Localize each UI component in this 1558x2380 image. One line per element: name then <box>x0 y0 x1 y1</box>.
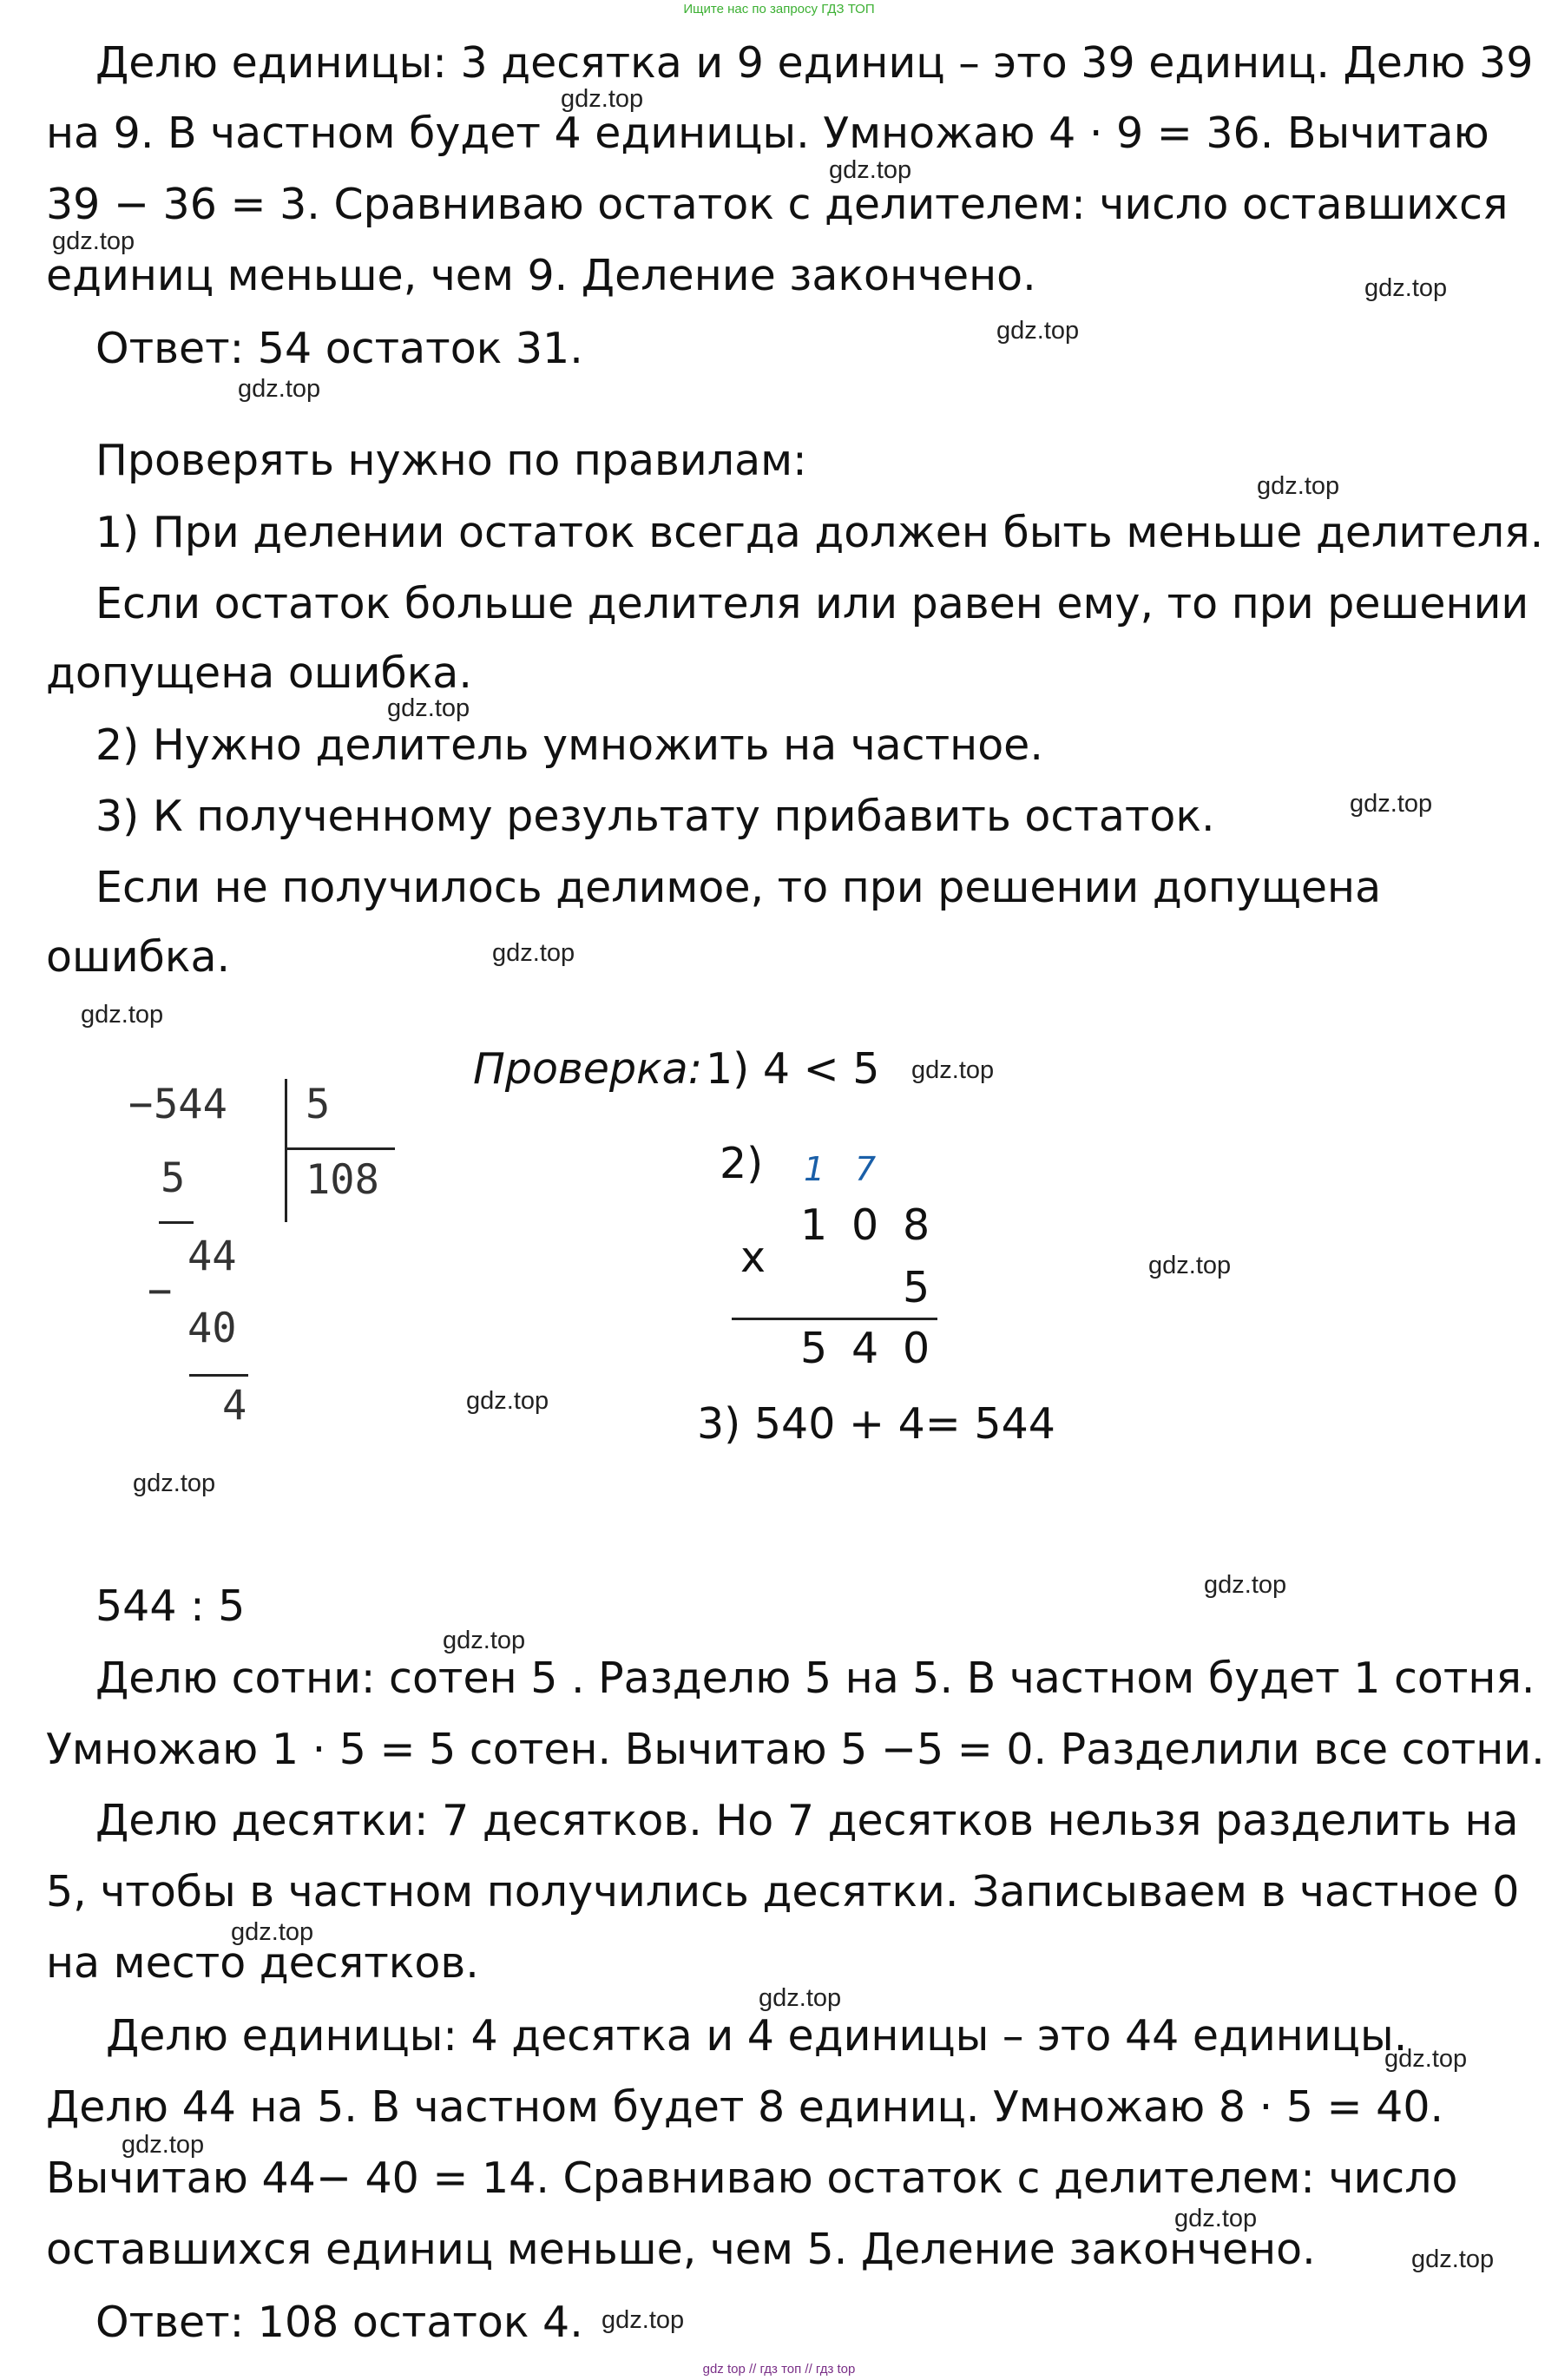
watermark: gdz.top <box>1350 790 1433 818</box>
multiplication-line <box>732 1318 937 1320</box>
text-line: на место десятков. <box>46 1938 479 1988</box>
watermark: gdz.top <box>1174 2205 1258 2232</box>
watermark: gdz.top <box>759 1984 842 2012</box>
watermark: gdz.top <box>492 939 575 967</box>
text-line: Умножаю 1 · 5 = 5 сотен. Вычитаю 5 −5 = 0. Разделили все сотни. <box>46 1725 1545 1774</box>
remainder: 4 <box>222 1382 247 1430</box>
text-line: Делю 44 на 5. В частном будет 8 единиц. Умножаю 8 · 5 = 40. <box>46 2082 1444 2132</box>
division-horizontal-line <box>286 1147 395 1150</box>
text-line: Делю десятки: 7 десятков. Но 7 десятков нельзя разделить на <box>95 1796 1519 1845</box>
rule-line: Если остаток больше делителя или равен ему, то при решении <box>95 579 1529 628</box>
minus-sign: − <box>148 1267 173 1315</box>
division-vertical-line <box>285 1079 287 1222</box>
watermark: gdz.top <box>387 694 470 722</box>
rule-line: допущена ошибка. <box>46 648 472 698</box>
bottom-footer[interactable]: gdz top // гдз топ // гдз top <box>702 2362 856 2377</box>
product-digit: 4 <box>851 1324 879 1373</box>
check-label: Проверка: <box>473 1044 703 1094</box>
watermark: gdz.top <box>829 156 912 184</box>
text-line: Делю сотни: сотен 5 . Разделю 5 на 5. В частном будет 1 сотня. <box>95 1654 1535 1703</box>
underline-2 <box>189 1374 248 1377</box>
watermark: gdz.top <box>1364 274 1448 302</box>
text-line: 39 − 36 = 3. Сравниваю остаток с делителем: число оставшихся <box>46 180 1509 229</box>
minus-sign: − <box>128 1081 154 1128</box>
watermark: gdz.top <box>122 2131 205 2159</box>
text-line: 5, чтобы в частном получились десятки. Записываем в частное 0 <box>46 1867 1520 1916</box>
carry-digit: 1 <box>804 1150 825 1188</box>
rule-line: 1) При делении остаток всегда должен быть меньше делителя. <box>95 508 1544 557</box>
dividend: 544 <box>154 1081 227 1128</box>
top-banner[interactable]: Ищите нас по запросу ГДЗ ТОП <box>683 2 875 16</box>
check-step-3: 3) 540 + 4= 544 <box>697 1399 1055 1449</box>
multiplier: 5 <box>903 1263 930 1312</box>
carry-digit: 7 <box>855 1150 877 1188</box>
watermark: gdz.top <box>1204 1571 1287 1599</box>
watermark: gdz.top <box>911 1056 995 1084</box>
expression: 544 : 5 <box>95 1581 246 1631</box>
partial-dividend: 44 <box>187 1233 237 1280</box>
watermark: gdz.top <box>1411 2245 1495 2273</box>
text-line: Вычитаю 44− 40 = 14. Сравниваю остаток с делителем: число <box>46 2153 1458 2203</box>
watermark: gdz.top <box>238 375 321 403</box>
watermark: gdz.top <box>231 1918 314 1946</box>
check-step-2-label: 2) <box>720 1139 764 1188</box>
watermark: gdz.top <box>133 1469 216 1497</box>
multiplication-sign: x <box>740 1233 766 1282</box>
text-line: Делю единицы: 3 десятка и 9 единиц – это 39 единиц. Делю 39 <box>95 38 1534 88</box>
product-digit: 0 <box>903 1324 930 1373</box>
text-line: единиц меньше, чем 9. Деление закончено. <box>46 251 1036 300</box>
multiplicand-digit: 1 <box>800 1200 828 1250</box>
rule-line: 2) Нужно делитель умножить на частное. <box>95 720 1043 770</box>
underline-1 <box>159 1221 194 1224</box>
rules-heading: Проверять нужно по правилам: <box>95 436 807 485</box>
watermark: gdz.top <box>81 1001 164 1029</box>
rule-line: 3) К полученному результату прибавить остаток. <box>95 792 1215 841</box>
quotient: 108 <box>306 1156 379 1204</box>
subtrahend-1: 5 <box>161 1154 186 1202</box>
rule-line: ошибка. <box>46 932 231 982</box>
divisor: 5 <box>306 1081 331 1128</box>
subtrahend-2: 40 <box>187 1305 237 1352</box>
watermark: gdz.top <box>1148 1252 1232 1279</box>
text-line: на 9. В частном будет 4 единицы. Умножаю 4 · 9 = 36. Вычитаю <box>46 108 1489 158</box>
watermark: gdz.top <box>996 317 1080 345</box>
product-digit: 5 <box>800 1324 828 1373</box>
check-step-1: 1) 4 < 5 <box>706 1044 880 1094</box>
answer-line: Ответ: 108 остаток 4. <box>95 2298 583 2347</box>
multiplicand-digit: 8 <box>903 1200 930 1250</box>
watermark: gdz.top <box>602 2306 685 2334</box>
watermark: gdz.top <box>466 1387 549 1415</box>
rule-line: Если не получилось делимое, то при решении допущена <box>95 863 1382 912</box>
watermark: gdz.top <box>443 1627 526 1654</box>
watermark: gdz.top <box>1384 2045 1468 2073</box>
text-line: оставшихся единиц меньше, чем 5. Деление закончено. <box>46 2225 1316 2274</box>
watermark: gdz.top <box>1257 472 1340 500</box>
answer-line: Ответ: 54 остаток 31. <box>95 324 583 373</box>
watermark: gdz.top <box>561 85 644 113</box>
multiplicand-digit: 0 <box>851 1200 879 1250</box>
text-line: Делю единицы: 4 десятка и 4 единицы – это 44 единицы. <box>106 2011 1408 2061</box>
watermark: gdz.top <box>52 227 135 255</box>
